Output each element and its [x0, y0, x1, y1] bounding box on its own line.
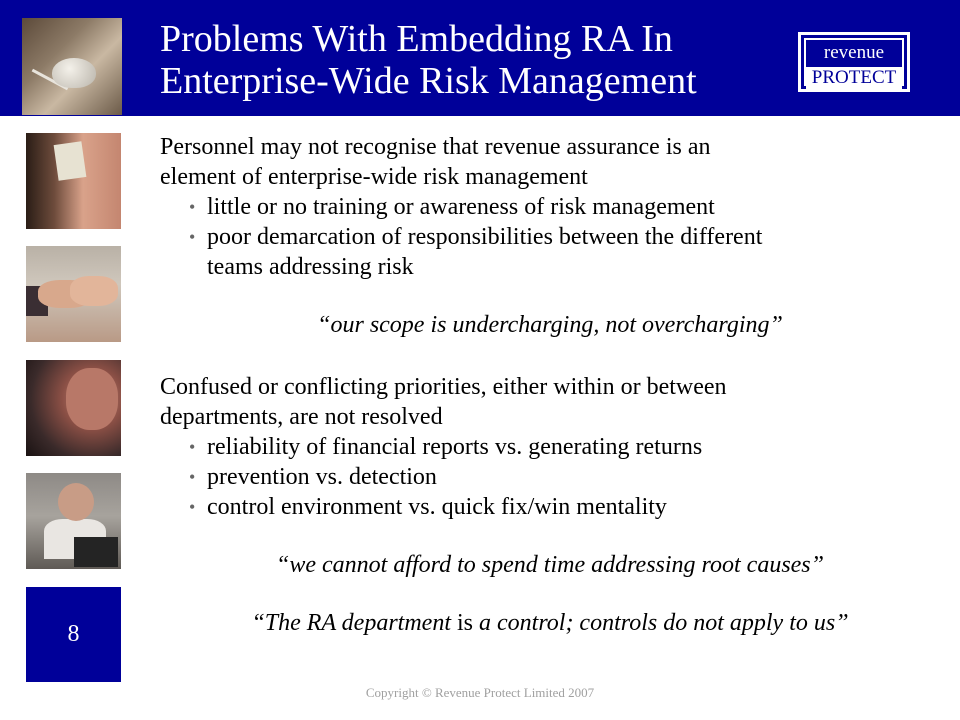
page-number-box [26, 587, 121, 682]
section1-bullet-1 [189, 192, 940, 222]
sidebar-photo-ear-banknote [26, 133, 121, 229]
logo-top-text: revenue [823, 42, 885, 63]
copyright-footer: Copyright © Revenue Protect Limited 2007 [365, 685, 595, 700]
section1-quote: “our scope is undercharging, not overcharging” [317, 312, 783, 338]
revenue-protect-logo [798, 32, 910, 92]
section1-bullet-2-cont: teams addressing risk [207, 254, 414, 280]
bullet-dot-icon: • [189, 197, 196, 217]
section2-quote-2 [160, 608, 940, 638]
section1-line1: Personnel may not recognise that revenue assurance is an [160, 134, 711, 160]
quote2-part-c: a control; controls do not apply to us” [473, 610, 849, 636]
bullet-dot-icon: • [189, 437, 196, 457]
bullet-text: little or no training or awareness of risk management [207, 194, 715, 220]
quote2-part-a: “The RA department [251, 610, 457, 636]
page-number: 8 [67, 621, 80, 647]
logo-bottom-text: PROTECT [806, 67, 902, 89]
bullet-text: control environment vs. quick fix/win mentality [207, 494, 667, 520]
bullet-dot-icon: • [189, 227, 196, 247]
title-line-1: Problems With Embedding RA In [160, 18, 673, 60]
sidebar-photo-woman-laptop [26, 473, 121, 569]
slide-body [160, 132, 940, 638]
title-line-2: Enterprise-Wide Risk Management [160, 60, 697, 102]
face [66, 368, 118, 430]
logo-inner-border [804, 38, 904, 86]
head [58, 483, 94, 521]
sidebar-photo-handshake [26, 246, 121, 342]
section2-line2: departments, are not resolved [160, 404, 443, 430]
section2-bullet-1 [189, 432, 940, 462]
bullet-dot-icon: • [189, 497, 196, 517]
bullet-text: reliability of financial reports vs. generating returns [207, 434, 703, 460]
bullet-text: prevention vs. detection [207, 464, 437, 490]
bullet-dot-icon: • [189, 467, 196, 487]
section1-line2: element of enterprise-wide risk management [160, 164, 588, 190]
section2-line1: Confused or conflicting priorities, either within or between [160, 374, 727, 400]
section2-bullet-3 [189, 492, 940, 522]
hand-right [70, 276, 118, 306]
sidebar-photo-man-face [26, 360, 121, 456]
section1-bullet-2 [189, 222, 940, 252]
section2-bullet-2 [189, 462, 940, 492]
header-mouse-photo [22, 18, 122, 115]
slide-title [160, 18, 780, 102]
laptop [74, 537, 118, 567]
banknote [54, 141, 87, 181]
bullet-text: poor demarcation of responsibilities between the different [207, 224, 763, 250]
section2-quote-1: “we cannot afford to spend time addressing root causes” [276, 552, 824, 578]
computer-mouse [52, 58, 96, 88]
quote2-part-b: is [456, 610, 473, 636]
